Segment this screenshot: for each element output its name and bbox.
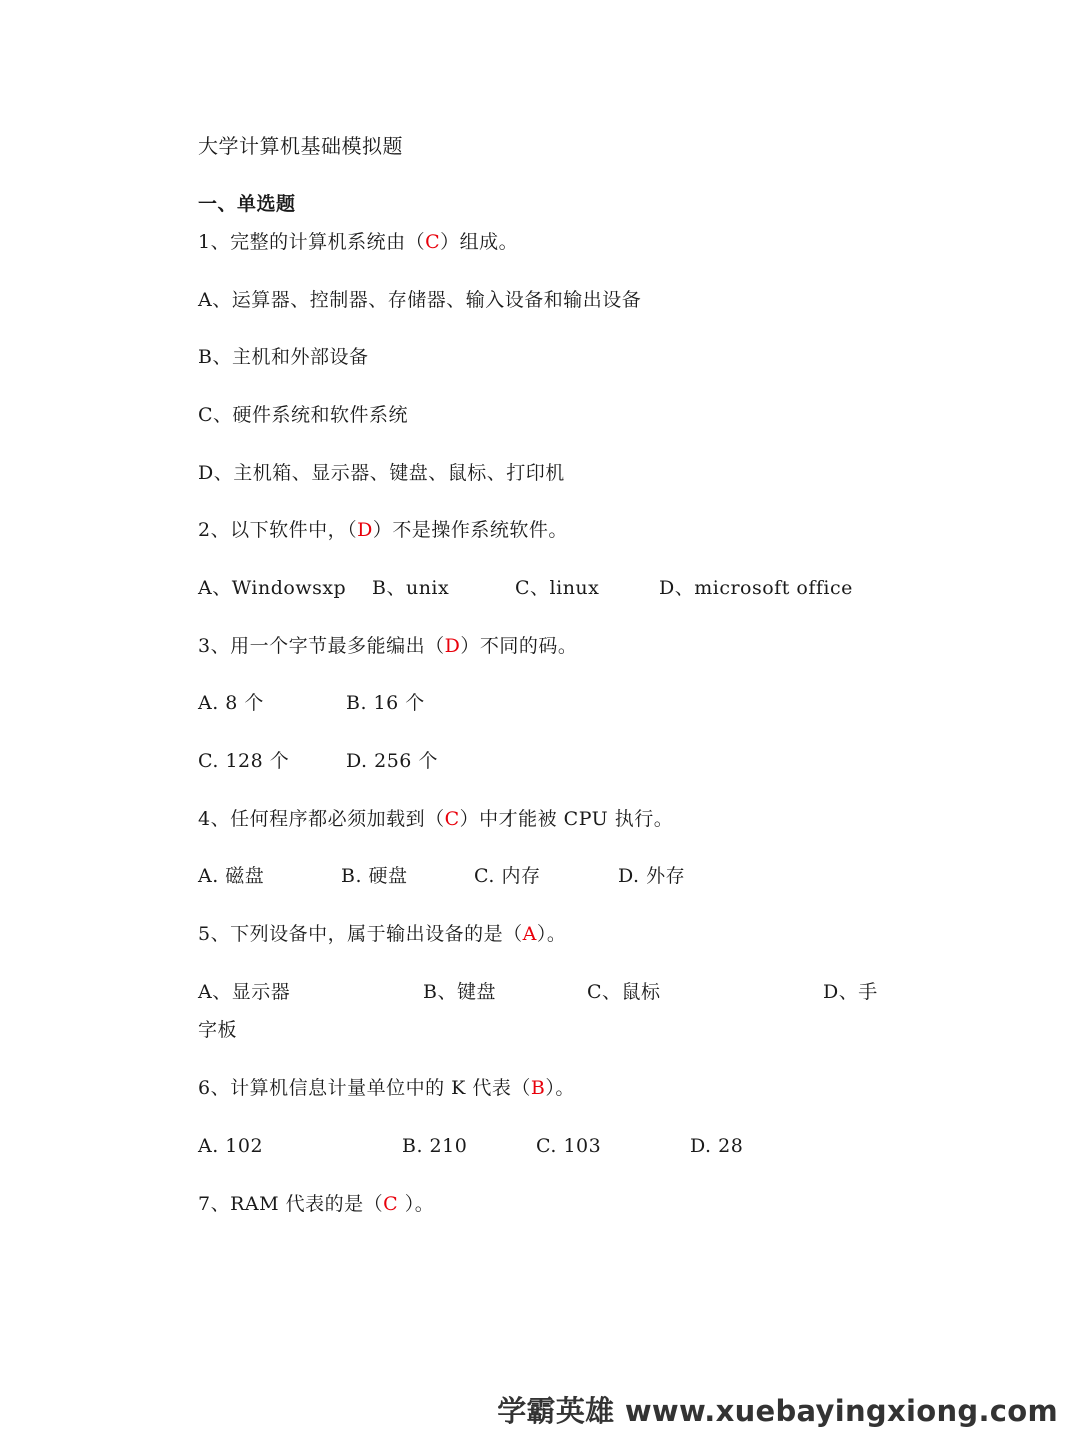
- q5-option-d: D、手: [823, 981, 878, 1003]
- answer-7: C: [383, 1193, 405, 1215]
- q5-option-d-wrap: 字板: [198, 1019, 238, 1041]
- q4-option-d: D. 外存: [618, 865, 686, 887]
- question-5: 5、下列设备中，属于输出设备的是（A）。: [198, 923, 567, 945]
- q2-option-a: A、Windowsxp: [198, 577, 347, 599]
- q3-option-a: A. 8 个: [198, 692, 264, 714]
- q4-option-a: A. 磁盘: [198, 865, 265, 887]
- answer-1: C: [425, 231, 441, 253]
- question-6: 6、计算机信息计量单位中的 K 代表（B）。: [198, 1077, 575, 1099]
- answer-6: B: [530, 1077, 546, 1099]
- question-4: 4、任何程序都必须加载到（C）中才能被 CPU 执行。: [198, 808, 674, 830]
- question-1: 1、完整的计算机系统由（C）组成。: [198, 231, 519, 253]
- question-7: 7、RAM 代表的是（C ）。: [198, 1193, 435, 1215]
- site-watermark: 学霸英雄 www.xuebayingxiong.com: [497, 1394, 1058, 1428]
- q1-option-d: D、主机箱、显示器、键盘、鼠标、打印机: [198, 462, 565, 484]
- q4-option-c: C. 内存: [474, 865, 541, 887]
- question-2: 2、以下软件中，（D）不是操作系统软件。: [198, 519, 568, 541]
- section-heading: 一、单选题: [198, 193, 296, 215]
- q3-option-d: D. 256 个: [346, 750, 438, 772]
- q1-option-c: C、硬件系统和软件系统: [198, 404, 409, 426]
- document-title: 大学计算机基础模拟题: [198, 134, 403, 158]
- q1-option-b: B、主机和外部设备: [198, 346, 369, 368]
- q6-option-a: A. 102: [198, 1135, 264, 1157]
- q3-option-b: B. 16 个: [346, 692, 425, 714]
- answer-5: A: [522, 923, 537, 945]
- q6-option-d: D. 28: [690, 1135, 744, 1157]
- q4-option-b: B. 硬盘: [341, 865, 408, 887]
- q5-option-a: A、显示器: [198, 981, 291, 1003]
- q5-option-c: C、鼠标: [587, 981, 661, 1003]
- answer-3: D: [444, 635, 461, 657]
- q3-option-c: C. 128 个: [198, 750, 290, 772]
- q5-option-b: B、键盘: [423, 981, 496, 1003]
- q6-option-b: B. 210: [402, 1135, 468, 1157]
- q6-option-c: C. 103: [536, 1135, 602, 1157]
- question-3: 3、用一个字节最多能编出（D）不同的码。: [198, 635, 578, 657]
- q2-option-c: C、linux: [515, 577, 600, 599]
- q2-option-b: B、unix: [372, 577, 450, 599]
- q1-option-a: A、运算器、控制器、存储器、输入设备和输出设备: [198, 289, 642, 311]
- answer-4: C: [444, 808, 460, 830]
- answer-2: D: [357, 519, 373, 541]
- q2-option-d: D、microsoft office: [659, 577, 853, 599]
